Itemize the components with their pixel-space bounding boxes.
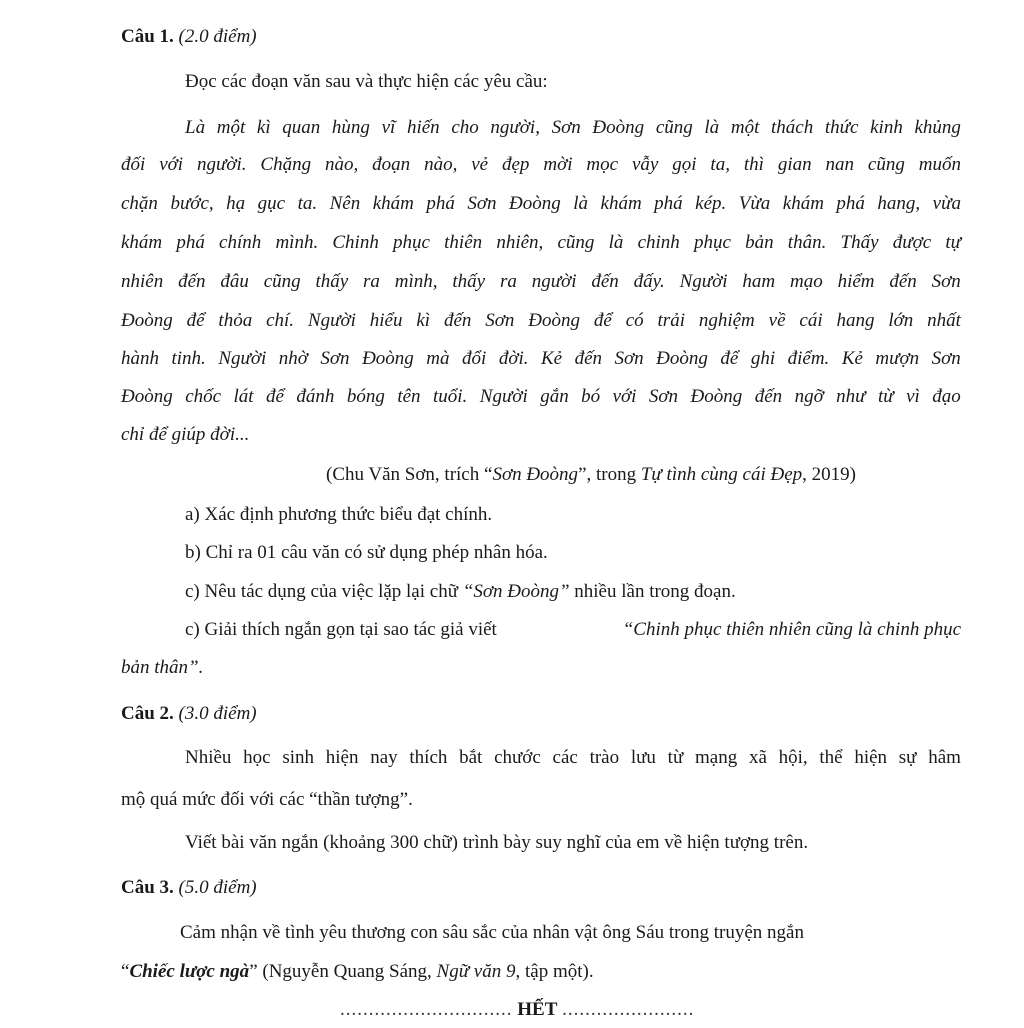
passage-line: Là một kì quan hùng vĩ hiến cho người, Sơn Đoòng cũng là một thách thức kinh khủng: [185, 117, 961, 138]
sub-question-d-continued: bản thân”.: [121, 657, 204, 678]
question-1-label: Câu 1.: [121, 26, 174, 47]
story-title: Chiếc lược ngà: [129, 961, 250, 982]
sub-question-b: b) Chỉ ra 01 câu văn có sử dụng phép nhân hóa.: [185, 542, 548, 563]
question-2-line-1: Nhiều học sinh hiện nay thích bắt chước các trào lưu từ mạng xã hội, thể hiện sự hâm: [185, 747, 961, 768]
end-marker: .............................. HẾT .......................: [340, 999, 695, 1020]
passage-source: (Chu Văn Sơn, trích “Sơn Đoòng”, trong Tự tình cùng cái Đẹp, 2019): [326, 464, 856, 485]
sub-question-a: a) Xác định phương thức biểu đạt chính.: [185, 504, 493, 525]
passage-line: Đoòng để thỏa chí. Người hiểu kì đến Sơn Đoòng để có trải nghiệm về cái hang lớn nhất: [121, 310, 961, 331]
passage-line: chỉ để giúp đời...: [121, 424, 250, 445]
sub-question-d: c) Giải thích ngắn gọn tại sao tác giả viết “Chinh phục thiên nhiên cũng là chinh phục: [185, 619, 961, 640]
source-book: Tự tình cùng cái Đẹp: [640, 464, 803, 485]
question-1-instruction: Đọc các đoạn văn sau và thực hiện các yêu cầu:: [185, 71, 548, 92]
question-3-line-2: “Chiếc lược ngà” (Nguyễn Quang Sáng, Ngữ văn 9, tập một).: [121, 961, 594, 982]
question-3-line-1: Cảm nhận về tình yêu thương con sâu sắc của nhân vật ông Sáu trong truyện ngắn: [180, 922, 804, 943]
passage-line: nhiên đến đâu cũng thấy ra mình, thấy ra người đến đấy. Người ham mạo hiểm đến Sơn: [121, 271, 961, 292]
question-1-points: (2.0 điểm): [178, 26, 257, 47]
question-2-points: (3.0 điểm): [178, 703, 257, 724]
passage-line: khám phá chính mình. Chinh phục thiên nhiên, cũng là chinh phục bản thân. Thấy được tự: [121, 232, 961, 253]
passage-line: Đoòng chốc lát để đánh bóng tên tuổi. Người gắn bó với Sơn Đoòng đến ngỡ như từ vì đạo: [121, 386, 961, 407]
question-2-task: Viết bài văn ngắn (khoảng 300 chữ) trình bày suy nghĩ của em về hiện tượng trên.: [185, 832, 809, 853]
source-title: Sơn Đoòng: [492, 464, 579, 485]
passage-line: chặn bước, hạ gục ta. Nên khám phá Sơn Đoòng là khám phá kép. Vừa khám phá hang, vừa: [121, 193, 961, 214]
question-3-label: Câu 3.: [121, 877, 174, 898]
question-2-line-2: mộ quá mức đối với các “thần tượng”.: [121, 789, 413, 810]
question-1-header: [121, 27, 257, 46]
question-3-header: [121, 878, 257, 897]
sub-question-c: c) Nêu tác dụng của việc lặp lại chữ “Sơn Đoòng” nhiều lần trong đoạn.: [185, 581, 736, 602]
question-3-points: (5.0 điểm): [178, 877, 257, 898]
passage-line: hành tinh. Người nhờ Sơn Đoòng mà đổi đời. Kẻ đến Sơn Đoòng để ghi điểm. Kẻ mượn Sơn: [121, 348, 961, 369]
end-text: HẾT: [517, 999, 558, 1020]
passage-line: đối với người. Chặng nào, đoạn nào, vẻ đẹp mời mọc vẫy gọi ta, thì gian nan cũng muốn: [121, 154, 961, 175]
textbook-title: Ngữ văn 9: [436, 961, 516, 982]
question-2-label: Câu 2.: [121, 703, 174, 724]
question-2-header: [121, 704, 257, 723]
